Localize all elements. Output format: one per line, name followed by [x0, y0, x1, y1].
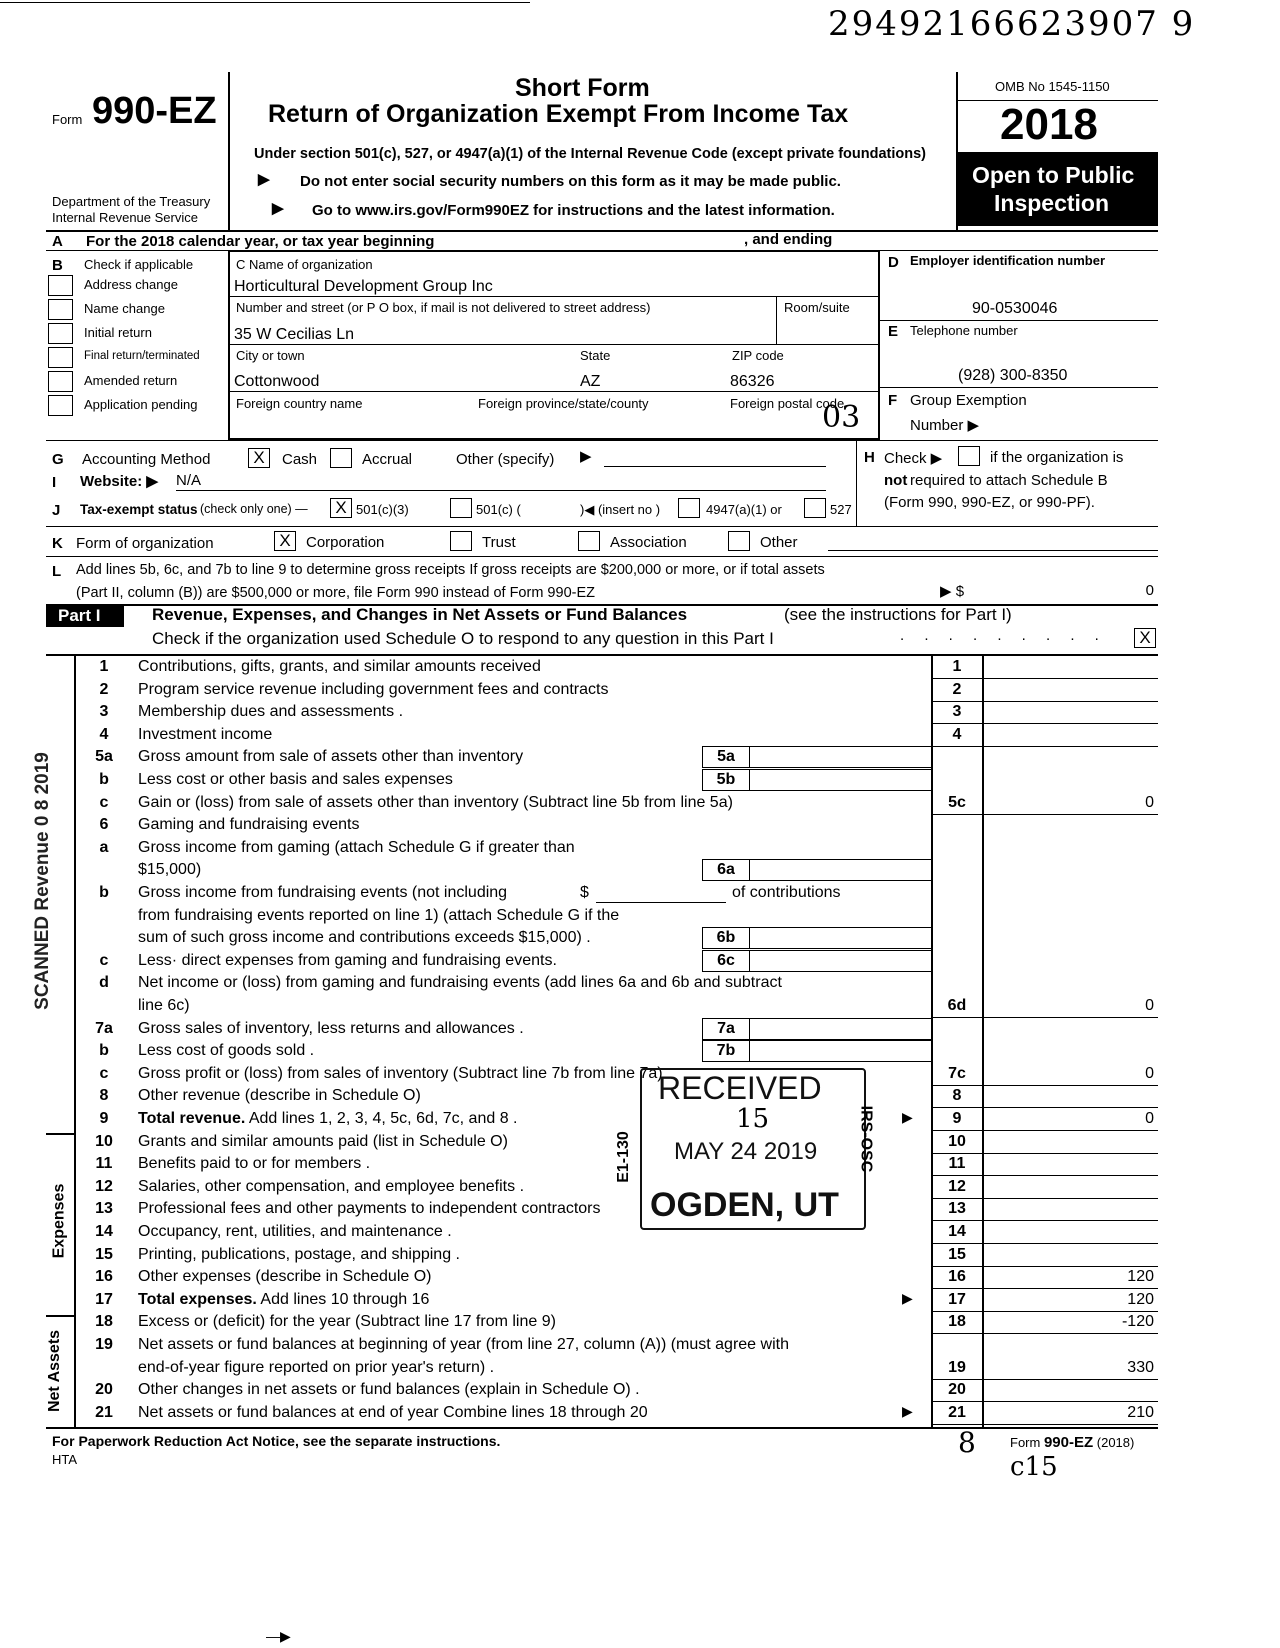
open-public-line2: Inspection [994, 190, 1110, 216]
trust-label: Trust [482, 534, 516, 551]
row-rule [932, 701, 1158, 702]
line-text [138, 1200, 601, 1218]
zip-value[interactable]: 86326 [730, 373, 775, 390]
handwritten-c15: c15 [1010, 1452, 1058, 1482]
fundraising-dollar: $ [580, 884, 589, 901]
line-text [138, 794, 733, 812]
line-amount[interactable]: 210 [1127, 1403, 1154, 1421]
stamp-right-code: IRS-OSC [857, 1105, 875, 1173]
line-text [138, 771, 453, 789]
line-label: from fundraising events reported on line 1) (attach Schedule G if the [138, 906, 620, 924]
line-amount[interactable]: 0 [1145, 793, 1154, 811]
inline-amount-field[interactable] [750, 1018, 931, 1040]
line-text [138, 748, 523, 766]
line-box-number: 10 [948, 1132, 966, 1150]
city-label: City or town [236, 348, 305, 363]
inline-amount-field[interactable] [750, 950, 931, 972]
org-name-label: C Name of organization [236, 257, 373, 272]
line-box-number: 19 [948, 1358, 966, 1376]
line-label: Benefits paid to or for members . [138, 1155, 371, 1173]
row-rule [932, 814, 1158, 815]
line-amount[interactable]: 120 [1127, 1290, 1154, 1308]
gross-receipts-value[interactable]: 0 [1145, 582, 1154, 599]
line-label: Investment income [138, 725, 273, 743]
insert-no-label: )◀ (insert no ) [580, 502, 661, 517]
line-text [138, 952, 557, 970]
name-change-checkbox[interactable] [48, 299, 73, 320]
line-label: Program service revenue including government fees and contracts [138, 680, 609, 698]
tax-exempt-label-small: (check only one) — [200, 502, 308, 516]
line-number: 18 [95, 1313, 113, 1331]
org-name-value[interactable]: Horticultural Development Group Inc [234, 278, 493, 295]
line-amount[interactable]: -120 [1121, 1313, 1154, 1331]
line-a-text: For the 2018 calendar year, or tax year beginning [86, 233, 435, 250]
line-e-letter: E [888, 323, 899, 340]
form-of-org-label: Form of organization [76, 535, 214, 552]
received-stamp [614, 1068, 875, 1228]
row-rule [932, 1288, 1158, 1289]
cash-checkbox[interactable]: X [248, 448, 270, 468]
line-number: c [99, 951, 109, 969]
line-b-title: Check if applicable [84, 257, 194, 272]
form-ref [1010, 1434, 1134, 1451]
arrow-mark: —▶ [266, 1628, 291, 1644]
row-rule [932, 1220, 1158, 1221]
inline-amount-field[interactable] [750, 1040, 931, 1062]
527-checkbox[interactable] [804, 498, 826, 518]
street-value[interactable]: 35 W Cecilias Ln [234, 326, 355, 343]
row-rule [932, 1153, 1158, 1154]
top-rule [0, 2, 530, 3]
zip-label: ZIP code [732, 348, 784, 363]
line-number: c [99, 793, 109, 811]
document-locator-number: 29492166623907 9 [828, 4, 1196, 44]
line-box-number: 12 [948, 1177, 966, 1195]
schedule-o-check-line: Check if the organization used Schedule O to respond to any question in this Part I [152, 629, 774, 648]
line-label: $15,000) [138, 861, 202, 879]
line-number: 8 [99, 1087, 109, 1105]
line-label: Other revenue (describe in Schedule O) [138, 1087, 421, 1105]
line-b-letter: B [52, 257, 63, 274]
row-rule [932, 678, 1158, 679]
line-label: Net income or (loss) from gaming and fundraising events (add lines 6a and 6b and subtract [138, 974, 782, 992]
line-label: Occupancy, rent, utilities, and maintenance . [138, 1223, 452, 1240]
dept-line1: Department of the Treasury [52, 194, 211, 209]
inline-box-label: 6b [716, 929, 736, 947]
line-number: b [99, 771, 109, 788]
line-number: 12 [95, 1177, 113, 1195]
line-number: c [99, 1064, 109, 1082]
line-box-number: 1 [952, 658, 962, 675]
line-a-ending: , and ending [744, 231, 833, 248]
line-text [138, 681, 608, 699]
fundraising-tail: of contributions [732, 884, 841, 901]
inline-amount-field[interactable] [750, 859, 931, 881]
row-rule [932, 1333, 1158, 1334]
line-number: 3 [99, 703, 109, 721]
other-method-label: Other (specify) [456, 451, 555, 468]
line-text [138, 1313, 556, 1331]
application-pending-checkbox[interactable] [48, 395, 73, 416]
side-label-net-assets: Net Assets [46, 1329, 64, 1413]
line-label: Grants and similar amounts paid (list in Schedule O) [138, 1132, 508, 1150]
line-number: 21 [95, 1403, 113, 1421]
subtitle-section: Under section 501(c), 527, or 4947(a)(1) of the Internal Revenue Code (except private foundations) [254, 146, 926, 162]
line-text [138, 839, 575, 857]
application-pending-label: Application pending [84, 397, 198, 412]
room-suite-label: Room/suite [784, 300, 850, 315]
line-text [138, 861, 201, 879]
501c3-checkbox[interactable]: X [330, 498, 352, 518]
line-number: 19 [95, 1336, 113, 1353]
line-number: b [99, 1042, 109, 1060]
line-label: Excess or (deficit) for the year (Subtract line 17 from line 9) [138, 1313, 556, 1331]
amended-return-label: Amended return [84, 373, 178, 388]
line-label: Membership dues and assessments . [138, 703, 404, 721]
line-number: a [99, 838, 109, 856]
arrow-icon: ▶ [902, 1289, 913, 1306]
line-label-rest: Add lines 10 through 16 [256, 1290, 430, 1308]
hta-label: HTA [52, 1452, 78, 1467]
form-ref-year: (2018) [1093, 1435, 1135, 1450]
form-ref-number: 990-EZ [1043, 1434, 1094, 1451]
association-checkbox[interactable] [578, 531, 600, 551]
line-text [138, 1020, 524, 1038]
line-text [138, 1336, 789, 1354]
527-label: 527 [830, 502, 852, 517]
row-rule [932, 1085, 1158, 1086]
line-text [138, 1223, 452, 1241]
line-label: Gross profit or (loss) from sales of inventory (Subtract line 7b from line 7a) [138, 1064, 663, 1082]
stamp-handwritten: 15 [736, 1104, 770, 1134]
line-label: Total revenue. [138, 1110, 246, 1127]
line-text [138, 907, 619, 925]
line-label: Gross sales of inventory, less returns and allowances . [138, 1019, 524, 1037]
line-l-letter: L [52, 563, 62, 580]
row-rule [932, 1424, 1158, 1425]
line-amount[interactable]: 120 [1127, 1268, 1154, 1286]
line-box-number: 6d [947, 997, 967, 1014]
line-label: Less cost or other basis and sales expenses [138, 771, 453, 788]
schedule-o-checkbox[interactable]: X [1134, 628, 1156, 648]
foreign-country-label: Foreign country name [236, 396, 363, 411]
4947-label: 4947(a)(1) or [706, 502, 782, 517]
line-label: Net assets or fund balances at beginning of year (from line 27, column (A)) (must agree with [138, 1336, 789, 1353]
line-label: Net assets or fund balances at end of year Combine lines 18 through 20 [138, 1403, 648, 1421]
row-rule [932, 1175, 1158, 1176]
line-text [138, 1404, 648, 1422]
line-box-number: 18 [948, 1313, 966, 1331]
line-number: 2 [99, 680, 109, 698]
omb-number: OMB No 1545-1150 [995, 79, 1110, 94]
row-rule [932, 723, 1158, 724]
line-label: Gaming and fundraising events [138, 816, 360, 834]
city-value[interactable]: Cottonwood [234, 373, 320, 390]
line-number: 9 [99, 1110, 109, 1127]
line-number: 15 [95, 1245, 113, 1263]
address-change-label: Address change [84, 277, 178, 292]
line-label: Printing, publications, postage, and shipping . [138, 1245, 460, 1263]
title-short-form: Short Form [515, 74, 650, 102]
line-text [138, 726, 272, 744]
line-text [138, 1042, 314, 1060]
inline-box-label: 7a [717, 1019, 735, 1037]
line-number: 17 [95, 1290, 113, 1308]
cash-label: Cash [282, 451, 318, 468]
arrow-icon: ▶ [902, 1109, 913, 1125]
line-number: 14 [95, 1223, 113, 1240]
line-label: end-of-year figure reported on prior year's return) . [138, 1358, 495, 1376]
line-box-number: 11 [948, 1155, 966, 1173]
open-public-line1: Open to Public [972, 162, 1135, 188]
line-text [138, 1178, 524, 1196]
line-text [138, 658, 541, 676]
h-line2: required to attach Schedule B [910, 472, 1108, 489]
arrow-icon: ▶ [272, 200, 284, 217]
street-label: Number and street (or P O box, if mail is not delivered to street address) [236, 300, 651, 315]
line-amount[interactable]: 0 [1145, 997, 1154, 1014]
line-box-number: 16 [948, 1268, 966, 1286]
dept-line2: Internal Revenue Service [52, 210, 198, 225]
state-label: State [580, 348, 611, 363]
part-i-title: Revenue, Expenses, and Changes in Net Assets or Fund Balances [152, 605, 688, 624]
final-return-label: Final return/terminated [84, 350, 200, 362]
inline-box-label: 7b [716, 1042, 736, 1060]
stamp-left-code: E1-130 [614, 1131, 632, 1183]
arrow-icon: ▶ [902, 1402, 913, 1419]
h-line3: (Form 990, 990-EZ, or 990-PF). [884, 494, 1095, 511]
line-box-number: 15 [948, 1245, 966, 1263]
side-label-revenue: SCANNED Revenue 0 8 2019 [31, 752, 53, 1010]
h-line1b: if the organization is [990, 449, 1124, 466]
group-exemption-number-label: Number ▶ [910, 417, 980, 434]
trust-checkbox[interactable] [450, 531, 472, 551]
state-value[interactable]: AZ [580, 373, 601, 390]
corporation-label: Corporation [306, 534, 385, 551]
line-label: Other changes in net assets or fund balances (explain in Schedule O) . [138, 1381, 640, 1399]
line-label: Less· direct expenses from gaming and fundraising events. [138, 951, 557, 969]
row-rule [932, 1379, 1158, 1380]
phone-value[interactable]: (928) 300-8350 [958, 367, 1068, 384]
line-label: Total expenses. [138, 1290, 257, 1308]
line-text [138, 1359, 494, 1377]
subtitle-goto: Go to www.irs.gov/Form990EZ for instructions and the latest information. [312, 202, 835, 219]
inline-amount-field[interactable] [750, 769, 931, 791]
line-label: Gross income from gaming (attach Schedule G if greater than [138, 838, 575, 856]
line-text [138, 1381, 640, 1399]
line-label: Salaries, other compensation, and employee benefits . [138, 1177, 525, 1195]
line-box-number: 9 [952, 1110, 962, 1127]
line-text [138, 1268, 431, 1286]
part-i-label: Part I [58, 606, 101, 625]
ein-value[interactable]: 90-0530046 [972, 300, 1058, 317]
line-text [138, 1110, 517, 1128]
name-change-label: Name change [84, 301, 165, 316]
line-l-text1: Add lines 5b, 6c, and 7b to line 9 to determine gross receipts If gross receipts are $200,000 or more, or if total assets [76, 562, 825, 578]
line-text [138, 1291, 429, 1309]
stamp-city: OGDEN, UT [650, 1186, 839, 1224]
line-l-text2: (Part II, column (B)) are $500,000 or more, file Form 990 instead of Form 990-EZ [76, 585, 595, 601]
line-box-number: 20 [948, 1381, 966, 1399]
line-text [138, 1065, 663, 1083]
initial-return-checkbox[interactable] [48, 323, 73, 344]
website-label: Website: ▶ [80, 473, 158, 490]
accrual-checkbox[interactable] [330, 448, 352, 468]
foreign-province-label: Foreign province/state/county [478, 396, 649, 411]
inline-box-label: 6c [717, 951, 735, 969]
line-text [138, 703, 403, 721]
corporation-checkbox[interactable]: X [274, 531, 296, 551]
line-number: 20 [95, 1381, 113, 1399]
501c-label: 501(c) ( [476, 502, 521, 517]
ein-label: Employer identification number [910, 253, 1106, 268]
row-rule [932, 1311, 1158, 1312]
line-number: 10 [95, 1132, 113, 1150]
final-return-checkbox[interactable] [48, 347, 73, 368]
line-l-arrow: ▶ $ [940, 583, 965, 600]
line-number: 1 [99, 658, 109, 675]
line-label: Less cost of goods sold . [138, 1042, 315, 1060]
line-box-number: 5c [948, 793, 966, 811]
line-label: Professional fees and other payments to independent contractors [138, 1200, 601, 1218]
line-number: b [99, 884, 109, 901]
line-d-letter: D [888, 254, 899, 271]
line-text [138, 816, 359, 834]
inline-box-label: 6a [717, 861, 735, 879]
arrow-icon: ▶ [580, 448, 592, 465]
other-org-checkbox[interactable] [728, 531, 750, 551]
line-number: 7a [95, 1019, 113, 1037]
line-amount[interactable]: 0 [1145, 1110, 1154, 1127]
inline-amount-field[interactable] [750, 746, 931, 768]
line-number: d [99, 974, 109, 992]
line-label: Contributions, gifts, grants, and similar amounts received [138, 658, 541, 675]
inline-box-label: 5a [717, 748, 735, 766]
address-change-checkbox[interactable] [48, 275, 73, 296]
title-main: Return of Organization Exempt From Income Tax [268, 100, 849, 128]
line-label-rest: Add lines 1, 2, 3, 4, 5c, 6d, 7c, and 8 . [245, 1110, 518, 1127]
other-org-label: Other [760, 534, 798, 551]
4947-checkbox[interactable] [678, 498, 700, 518]
line-i-letter: I [52, 474, 57, 491]
line-label: sum of such gross income and contributions exceeds $15,000) . [138, 929, 591, 947]
line-text [138, 974, 782, 992]
line-number: 13 [95, 1200, 113, 1218]
h-not: not [884, 472, 908, 489]
foreign-postal-label: Foreign postal code [730, 396, 845, 411]
line-g-letter: G [52, 451, 64, 468]
line-box-number: 14 [948, 1223, 966, 1240]
line-f-letter: F [888, 392, 898, 409]
line-number: 5a [95, 748, 113, 766]
accrual-label: Accrual [362, 451, 413, 468]
handwritten-note: 03 [822, 400, 861, 435]
leader-dots: . . . . . . . . . [900, 627, 1107, 644]
line-text [138, 1246, 460, 1264]
subtitle-ssn: Do not enter social security numbers on this form as it may be made public. [300, 173, 841, 190]
line-text [138, 1087, 421, 1105]
stamp-received: RECEIVED [658, 1070, 822, 1106]
accounting-method-label: Accounting Method [82, 451, 211, 468]
line-text [138, 929, 591, 947]
line-amount[interactable]: 330 [1127, 1358, 1154, 1376]
row-rule [932, 1266, 1158, 1267]
line-box-number: 8 [952, 1087, 962, 1105]
initial-return-label: Initial return [84, 325, 152, 340]
line-label: Gain or (loss) from sale of assets other than inventory (Subtract line 5b from line 5a) [138, 793, 733, 811]
line-number: 6 [99, 816, 109, 834]
arrow-icon: ▶ [258, 171, 270, 188]
line-text [138, 1155, 370, 1173]
line-number: 11 [95, 1155, 113, 1173]
row-rule [932, 1017, 1158, 1018]
row-rule [932, 1243, 1158, 1244]
h-check-label: Check ▶ [884, 450, 943, 467]
line-box-number: 17 [948, 1290, 966, 1308]
inline-amount-field[interactable] [750, 927, 931, 949]
line-box-number: 13 [948, 1200, 966, 1218]
amended-return-checkbox[interactable] [48, 371, 73, 392]
line-text [138, 884, 507, 902]
schedule-b-checkbox[interactable] [958, 446, 980, 466]
line-k-letter: K [52, 535, 63, 552]
handwritten-8: 8 [958, 1426, 976, 1459]
line-box-number: 4 [952, 725, 962, 743]
line-box-number: 21 [948, 1403, 966, 1421]
stamp-date: MAY 24 2019 [674, 1138, 818, 1165]
paperwork-notice: For Paperwork Reduction Act Notice, see the separate instructions. [52, 1433, 501, 1449]
form-word: Form [52, 112, 83, 127]
row-rule [932, 1107, 1158, 1108]
row-rule [932, 1401, 1158, 1402]
line-text [138, 1133, 508, 1151]
row-rule [932, 1130, 1158, 1131]
part-i-title-rest: (see the instructions for Part I) [784, 605, 1012, 624]
line-number: 4 [99, 725, 109, 743]
form-ref-pre: Form [1010, 1435, 1044, 1450]
line-label: line 6c) [138, 997, 190, 1014]
row-rule [932, 746, 1158, 747]
line-box-number: 2 [952, 680, 962, 698]
line-a-letter: A [52, 233, 63, 250]
tax-exempt-label: Tax-exempt status [80, 502, 198, 517]
inline-box-label: 5b [716, 771, 736, 788]
line-box-number: 3 [952, 703, 962, 721]
group-exemption-label: Group Exemption [910, 392, 1027, 409]
line-label: Other expenses (describe in Schedule O) [138, 1268, 432, 1286]
line-j-letter: J [52, 502, 61, 519]
side-label-expenses: Expenses [50, 1183, 68, 1259]
website-value[interactable]: N/A [176, 472, 202, 489]
fundraising-input-line[interactable] [596, 902, 726, 903]
line-number: 16 [95, 1268, 113, 1286]
line-label: Gross income from fundraising events (not including [138, 884, 508, 901]
phone-label: Telephone number [910, 323, 1018, 338]
form-number: 990-EZ [92, 90, 217, 132]
line-box-number: 7c [948, 1064, 966, 1082]
line-amount[interactable]: 0 [1145, 1064, 1154, 1082]
association-label: Association [610, 534, 687, 551]
row-rule [932, 1198, 1158, 1199]
501c3-label: 501(c)(3) [356, 502, 409, 517]
tax-year: 2018 [1000, 100, 1098, 149]
line-text [138, 997, 190, 1015]
line-label: Gross amount from sale of assets other than inventory [138, 748, 524, 766]
501c-checkbox[interactable] [450, 498, 472, 518]
line-h-letter: H [864, 449, 875, 466]
